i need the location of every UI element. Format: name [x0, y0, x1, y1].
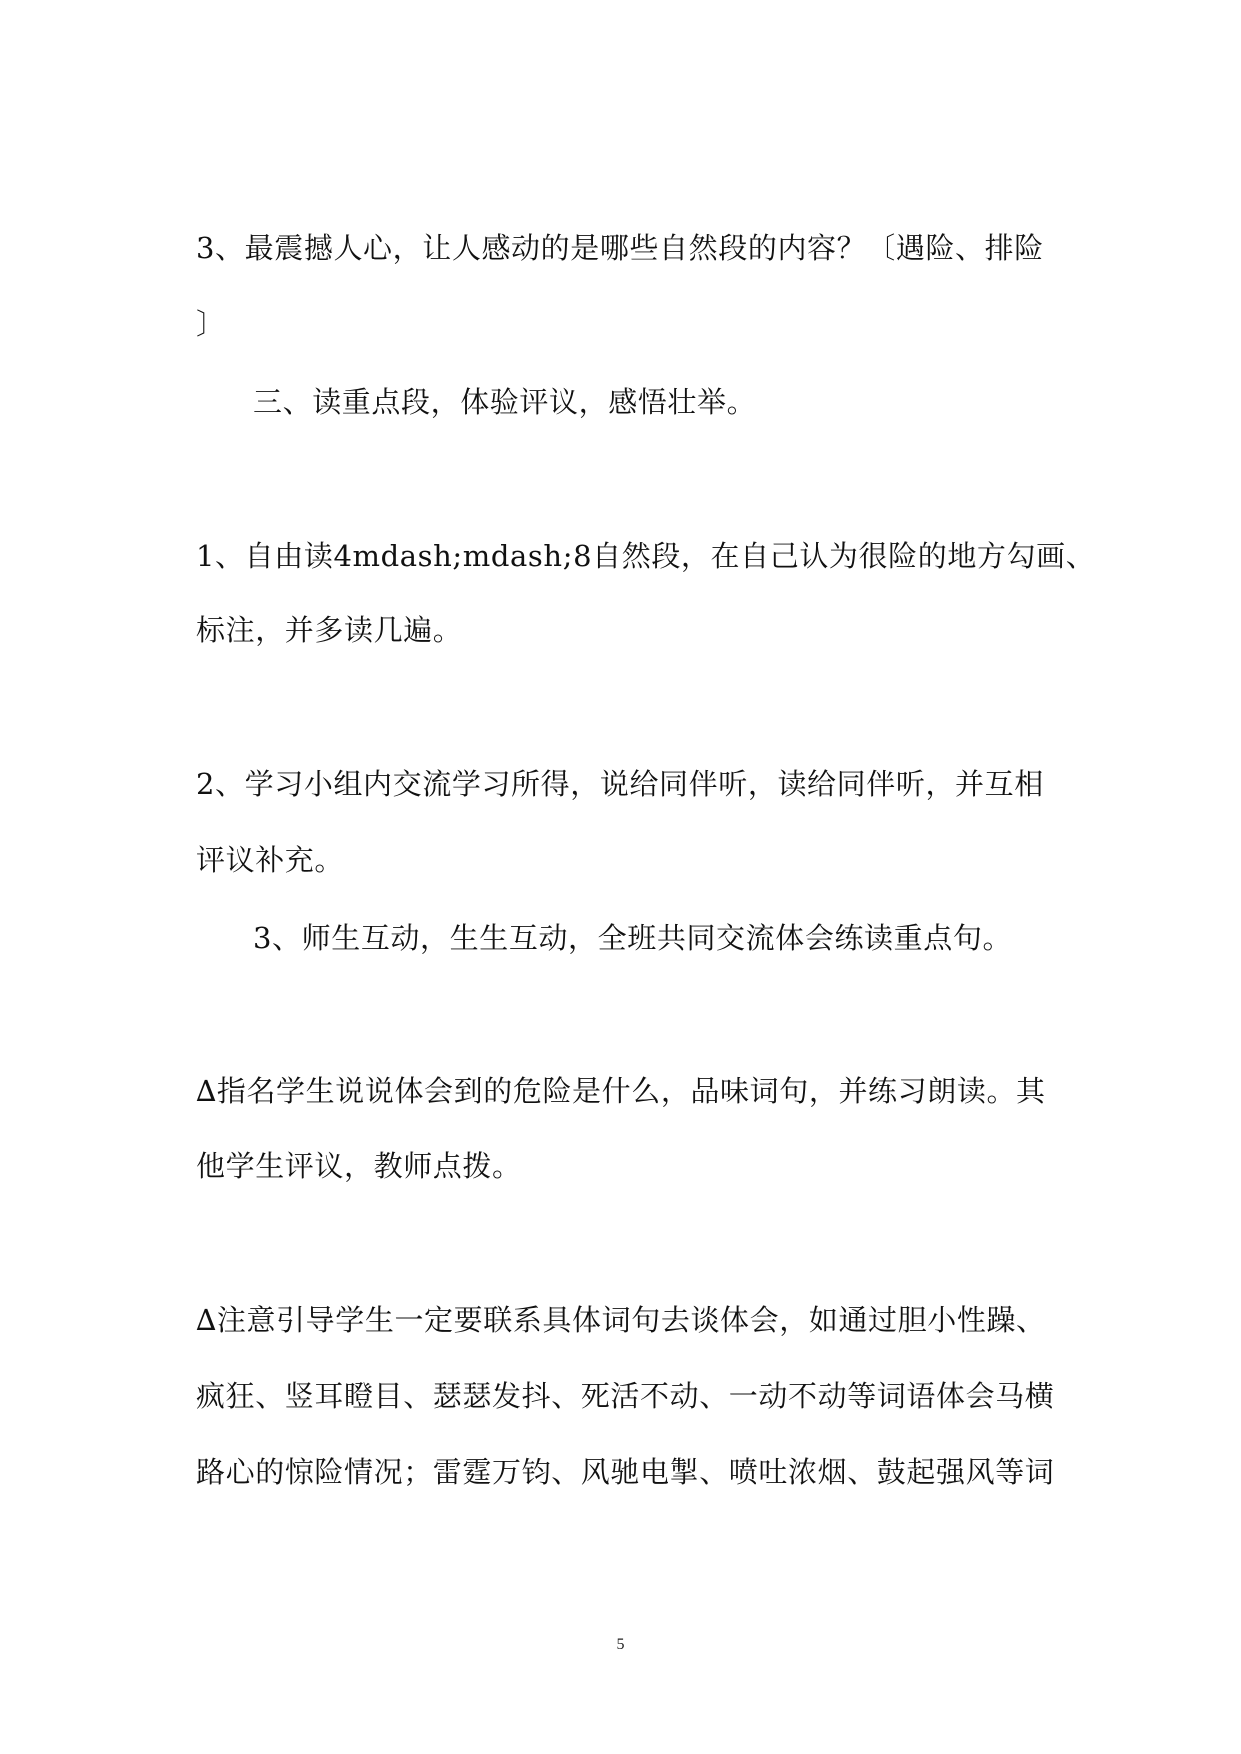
text-line: 路心的惊险情况；雷霆万钧、风驰电掣、喷吐浓烟、鼓起强风等词	[196, 1455, 1055, 1489]
text-line: 〕	[196, 307, 226, 341]
text-line: 他学生评议，教师点拨。	[196, 1149, 522, 1183]
text-line: 疯狂、竖耳瞪目、瑟瑟发抖、死活不动、一动不动等词语体会马横	[196, 1379, 1055, 1413]
text-line: 评议补充。	[196, 843, 345, 877]
text-line: 3、师生互动，生生互动，全班共同交流体会练读重点句。	[253, 921, 1013, 955]
page-number: 5	[616, 1636, 625, 1653]
text-line: 1、自由读4mdash;mdash;8自然段，在自己认为很险的地方勾画、	[196, 539, 1096, 573]
text-line: ∆注意引导学生一定要联系具体词句去谈体会，如通过胆小性躁、	[196, 1303, 1046, 1337]
text-line: ∆指名学生说说体会到的危险是什么，品味词句，并练习朗读。其	[196, 1074, 1046, 1108]
section-heading: 三、读重点段，体验评议，感悟壮举。	[253, 385, 757, 419]
text-line: 标注，并多读几遍。	[196, 613, 463, 647]
text-line: 2、学习小组内交流学习所得，说给同伴听，读给同伴听，并互相	[196, 767, 1044, 801]
text-line: 3、最震撼人心，让人感动的是哪些自然段的内容？〔遇险、排险	[196, 231, 1044, 265]
